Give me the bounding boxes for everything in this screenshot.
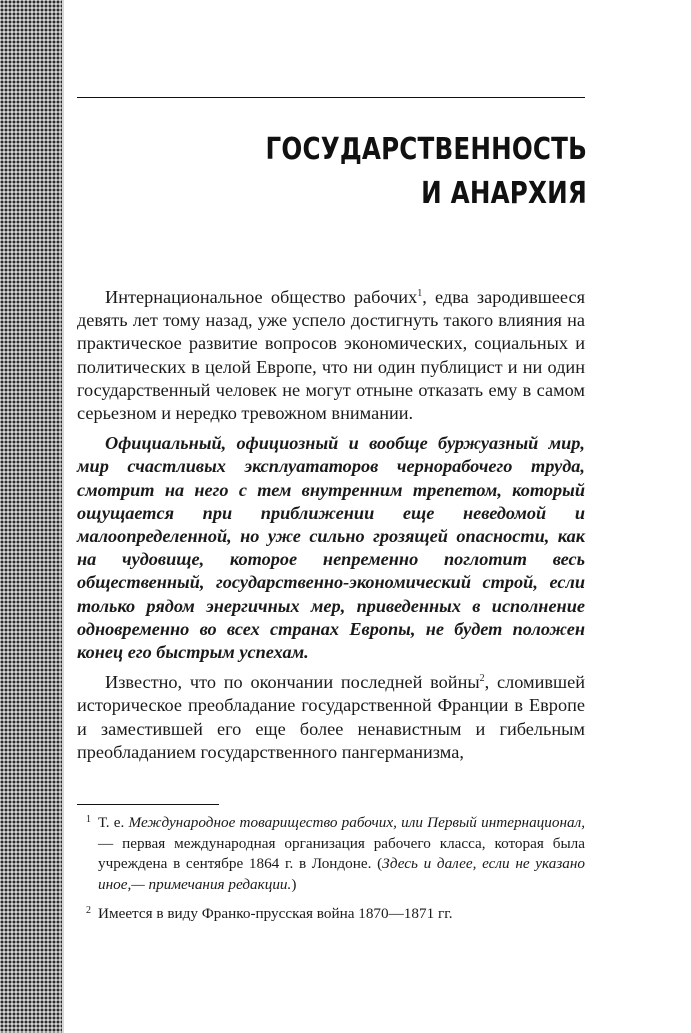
chapter-top-rule: [77, 97, 585, 98]
footnote-1-text-a: Т. е.: [98, 814, 129, 831]
paragraph-2-emphasis: Официальный, официозный и вообще буржуазный мир, мир счастливых эксплуататоров чернорабочего труда, смотрит на него с тем внутренним трепетом, который ощущается при приближении еще неведомой и малоопределенной, но уже сильно грозящей опасности, как на чудовище, которое непременно поглотит весь общественный, государственно-экономический строй, если только рядом энергичных мер, приведенных в исполнение одновременно во всех странах Европы, не будет положен конец его быстрым успехам.: [77, 433, 585, 663]
chapter-title-line-1: ГОСУДАРСТВЕННОСТЬ: [265, 132, 587, 167]
paragraph-3: [77, 671, 585, 764]
footnote-1-text-e: ): [291, 875, 297, 893]
footnote-1-text-d: Здесь и далее, если не указано иное,— примечания редакции.: [98, 855, 585, 893]
footnote-ref-2: 2: [479, 673, 485, 685]
footnote-1-text-b: Международное товарищество рабочих, или Первый интернационал,: [128, 814, 586, 831]
footnote-1-number: 1: [86, 814, 91, 825]
footnote-rule: [77, 804, 219, 805]
footnote-1-text-c: — первая международная организация рабочего класса, которая была учреждена в сентябре 1864 г. в Лондоне. (: [98, 834, 585, 873]
footnote-2-text: Имеется в виду Франко-прусская война 1870—1871 гг.: [98, 905, 453, 923]
paragraph-3-text-a: Известно, что по окончании последней войны: [105, 672, 480, 693]
paragraph-1-text-a: Интернациональное общество рабочих: [105, 287, 418, 307]
paragraph-1-text-b: , едва зародившееся девять лет тому назад, уже успело достигнуть такого влияния на практическое развитие вопросов экономических, социальных и политических в целой Европе, что ни один публицист и ни один государственный человек не могут отныне отказать ему в самом серьезном и нередко тревожном внимании.: [77, 287, 586, 424]
footnote-1: [77, 813, 585, 895]
footnote-ref-1: 1: [417, 288, 423, 299]
main-text: [77, 286, 585, 771]
paragraph-3-text-b: , сломившей историческое преобладание государственной Франции в Европе и заместившей его еще более ненавистным и гибельным преобладанием государственного пангерманизма,: [77, 672, 585, 762]
chapter-title: [266, 128, 587, 216]
chapter-title-line-2: И АНАРХИЯ: [421, 176, 587, 211]
margin-strip-edge: [62, 0, 64, 1033]
halftone-margin-strip: [0, 0, 62, 1033]
paragraph-1: [77, 286, 585, 425]
footnote-2: [77, 904, 585, 925]
footnotes: [77, 813, 585, 934]
footnote-2-number: 2: [86, 905, 91, 917]
